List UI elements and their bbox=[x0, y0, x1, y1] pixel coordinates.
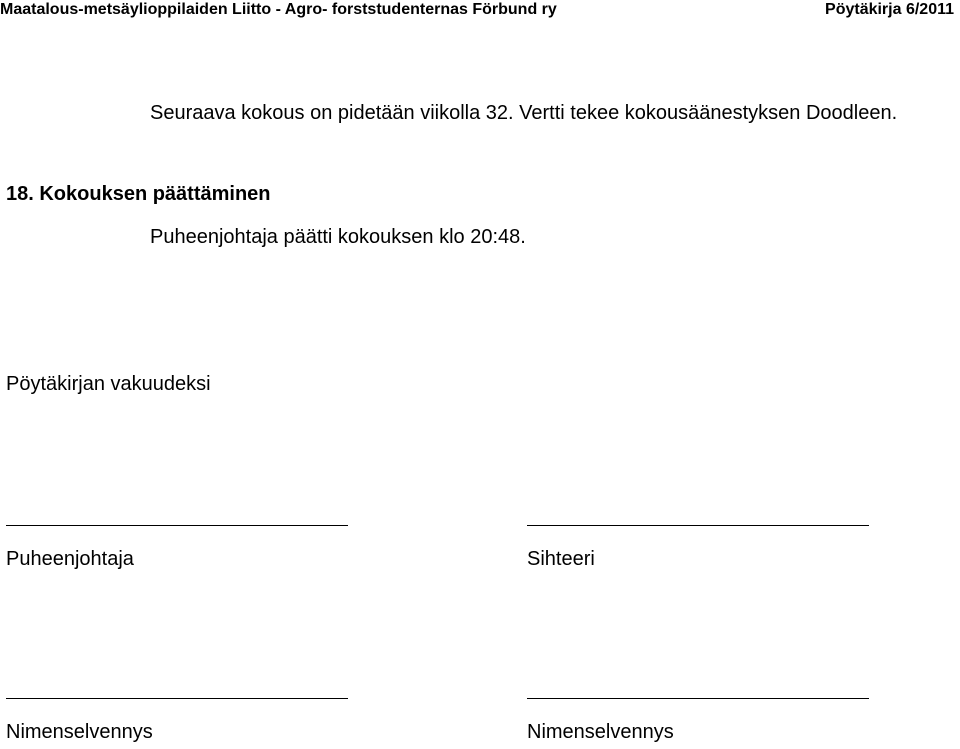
chair-name-label: Nimenselvennys bbox=[6, 721, 153, 743]
next-meeting-paragraph: Seuraava kokous on pidetään viikolla 32. Vertti tekee kokousäänestyksen Doodleen. bbox=[150, 102, 898, 124]
secretary-name-line bbox=[527, 698, 869, 699]
chair-signature-line bbox=[6, 525, 348, 526]
signature-heading: Pöytäkirjan vakuudeksi bbox=[6, 373, 211, 395]
section-18-heading: 18. Kokouksen päättäminen bbox=[6, 183, 271, 205]
organization-name: Maatalous-metsäylioppilaiden Liitto - Agro- forststudenternas Förbund ry bbox=[0, 1, 557, 18]
secretary-signature-line bbox=[527, 525, 869, 526]
chair-name-line bbox=[6, 698, 348, 699]
secretary-name-label: Nimenselvennys bbox=[527, 721, 674, 743]
secretary-role-label: Sihteeri bbox=[527, 548, 595, 570]
chair-role-label: Puheenjohtaja bbox=[6, 548, 134, 570]
document-id: Pöytäkirja 6/2011 bbox=[825, 1, 954, 18]
section-18-text: Puheenjohtaja päätti kokouksen klo 20:48. bbox=[150, 226, 526, 248]
